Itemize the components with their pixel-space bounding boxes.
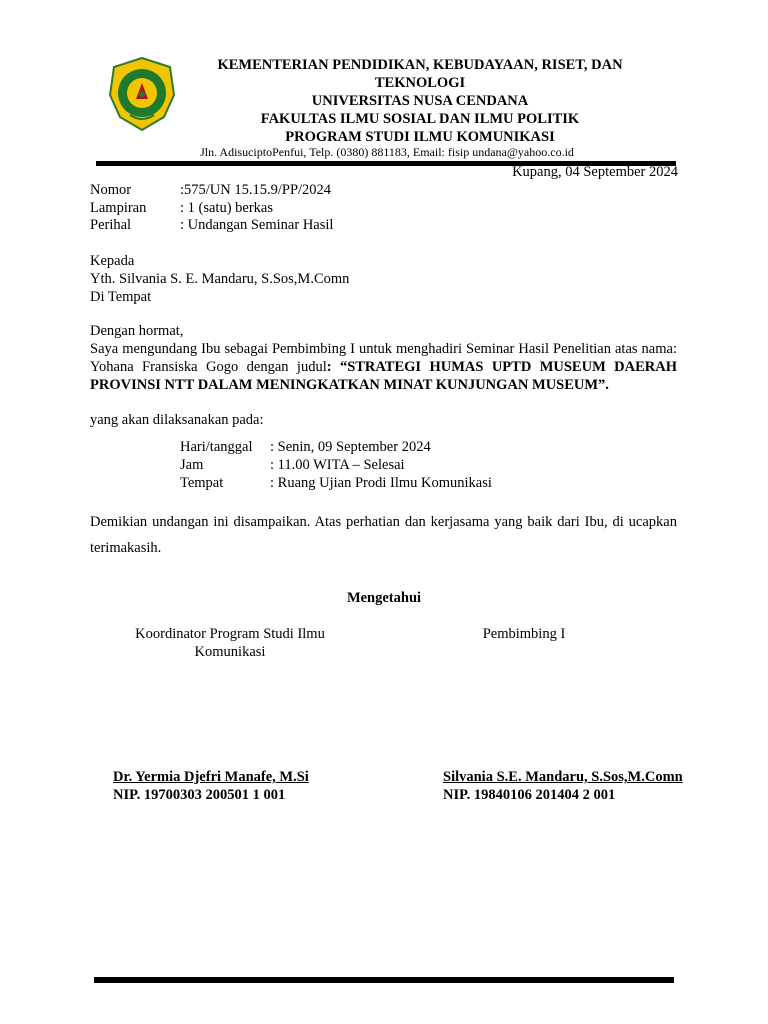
research-title: : “STRATEGI HUMAS UPTD MUSEUM DAERAH PROVINSI NTT DALAM MENINGKATKAN MINAT KUNJUNGAN MUSEUM”. xyxy=(90,359,677,393)
recipient-name: Yth. Silvania S. E. Mandaru, S.Sos,M.Comn xyxy=(90,271,350,287)
footer-divider xyxy=(94,977,674,983)
faculty-name: FAKULTAS ILMU SOSIAL DAN ILMU POLITIK xyxy=(260,111,580,127)
acknowledge-label: Mengetahui xyxy=(346,590,422,606)
left-role-line-2: Komunikasi xyxy=(194,644,266,660)
schedule-value-date: : Senin, 09 September 2024 xyxy=(270,439,431,455)
ministry-line-1: KEMENTERIAN PENDIDIKAN, KEBUDAYAAN, RISET, DAN xyxy=(217,57,623,73)
invitation-text: Saya mengundang Ibu sebagai Pembimbing I untuk menghadiri Seminar Hasil Penelitian atas nama: Yohana Fransiska Gogo dengan judul xyxy=(90,341,677,375)
schedule-label-date: Hari/tanggal xyxy=(180,439,253,455)
address-line: Jln. AdisuciptoPenfui, Telp. (0380) 881183, Email: fisip undana@yahoo.co.id xyxy=(200,145,574,159)
greeting: Dengan hormat, xyxy=(90,323,184,339)
place-date: Kupang, 04 September 2024 xyxy=(512,164,678,180)
schedule-intro: yang akan dilaksanakan pada: xyxy=(90,412,264,428)
university-name: UNIVERSITAS NUSA CENDANA xyxy=(311,93,529,109)
recipient-place: Di Tempat xyxy=(90,289,152,305)
schedule-value-place: : Ruang Ujian Prodi Ilmu Komunikasi xyxy=(270,475,492,491)
right-signatory-name: Silvania S.E. Mandaru, S.Sos,M.Comn xyxy=(443,769,683,785)
meta-value-nomor: :575/UN 15.15.9/PP/2024 xyxy=(180,182,332,198)
left-role-line-1: Koordinator Program Studi Ilmu xyxy=(135,626,325,642)
program-name: PROGRAM STUDI ILMU KOMUNIKASI xyxy=(285,129,555,145)
closing-paragraph: Demikian undangan ini disampaikan. Atas perhatian dan kerjasama yang baik dari Ibu, di ucapkan terimakasih. xyxy=(90,514,677,556)
invitation-paragraph xyxy=(90,340,677,394)
schedule-label-place: Tempat xyxy=(180,475,224,491)
right-signatory-nip: NIP. 19840106 201404 2 001 xyxy=(443,787,616,803)
meta-label-nomor: Nomor xyxy=(90,182,132,198)
meta-value-lampiran: : 1 (satu) berkas xyxy=(180,200,274,216)
right-role: Pembimbing I xyxy=(482,626,566,642)
meta-label-lampiran: Lampiran xyxy=(90,200,147,216)
left-signatory-name: Dr. Yermia Djefri Manafe, M.Si xyxy=(113,769,309,785)
left-signatory-nip: NIP. 19700303 200501 1 001 xyxy=(113,787,286,803)
schedule-label-time: Jam xyxy=(180,457,204,473)
meta-label-perihal: Perihal xyxy=(90,217,132,233)
recipient-kepada: Kepada xyxy=(90,253,135,269)
ministry-line-2: TEKNOLOGI xyxy=(374,75,466,91)
meta-value-perihal: : Undangan Seminar Hasil xyxy=(180,217,334,233)
schedule-value-time: : 11.00 WITA – Selesai xyxy=(270,457,405,473)
